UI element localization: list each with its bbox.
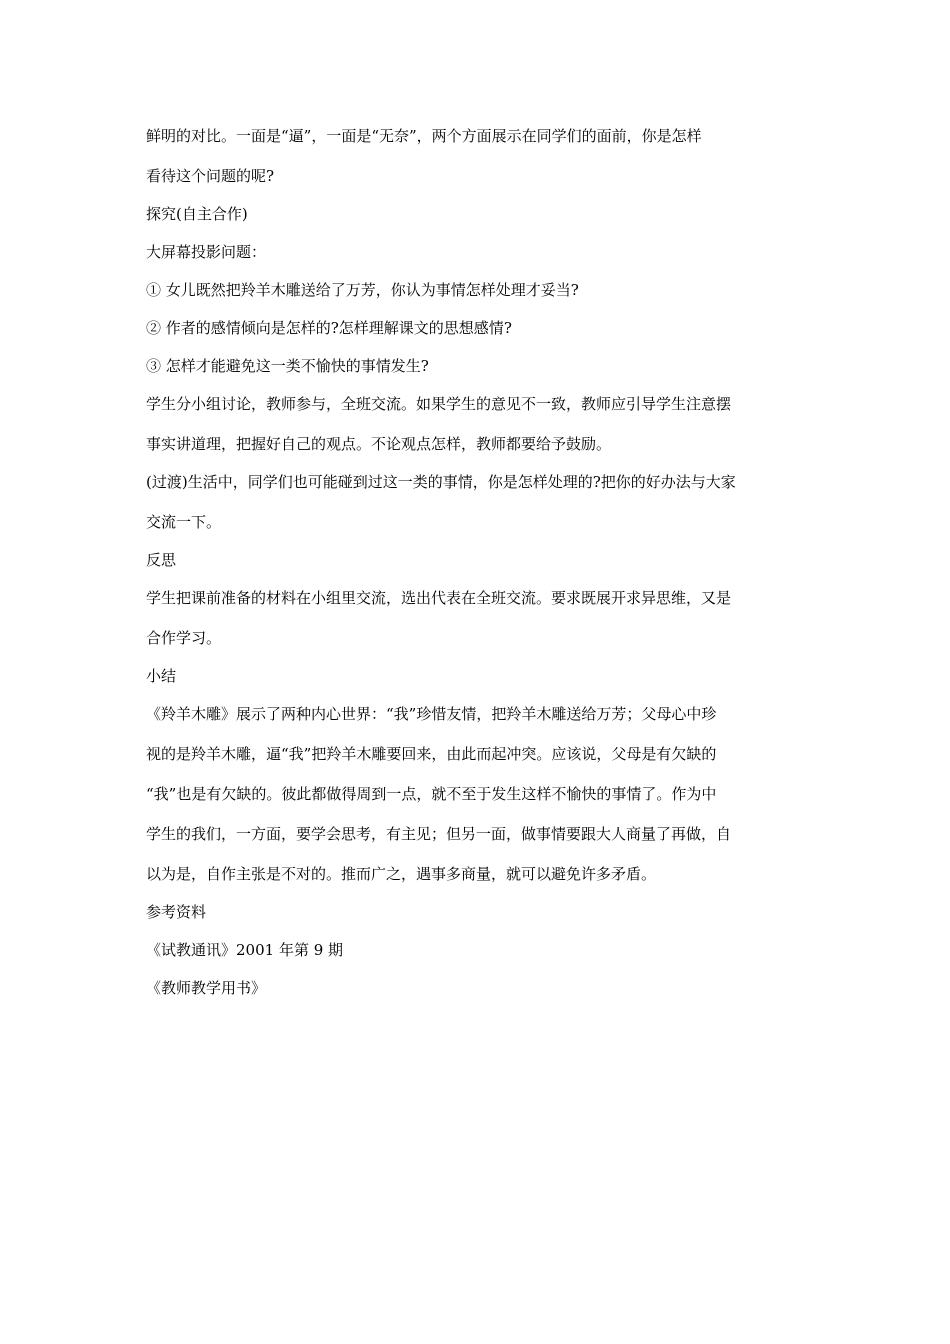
reference-item: 《教师教学用书》 bbox=[146, 979, 267, 997]
question-item-1: ① 女儿既然把羚羊木雕送给了万芳，你认为事情怎样处理才妥当? bbox=[146, 281, 579, 299]
paragraph-line: (过渡)生活中，同学们也可能碰到过这一类的事情，你是怎样处理的?把你的好办法与大家 bbox=[146, 473, 736, 491]
paragraph-line: 学生分小组讨论，教师参与，全班交流。如果学生的意见不一致，教师应引导学生注意摆 bbox=[146, 395, 732, 413]
paragraph-line: 以为是，自作主张是不对的。推而广之，遇事多商量，就可以避免许多矛盾。 bbox=[146, 865, 657, 883]
paragraph-line: 交流一下。 bbox=[146, 513, 222, 531]
section-heading-explore: 探究(自主合作) bbox=[146, 205, 248, 223]
paragraph-line: 大屏幕投影问题： bbox=[146, 243, 267, 261]
section-heading-reflection: 反思 bbox=[146, 551, 177, 569]
paragraph-line: 《羚羊木雕》展示了两种内心世界：“我”珍惜友情，把羚羊木雕送给万芳；父母心中珍 bbox=[146, 705, 717, 723]
paragraph-line: 学生的我们，一方面，要学会思考，有主见；但另一面，做事情要跟大人商量了再做，自 bbox=[146, 825, 732, 843]
paragraph-line: 视的是羚羊木雕，逼“我”把羚羊木雕要回来，由此而起冲突。应该说，父母是有欠缺的 bbox=[146, 745, 717, 763]
paragraph-line: 合作学习。 bbox=[146, 629, 222, 647]
section-heading-summary: 小结 bbox=[146, 667, 177, 685]
section-heading-references: 参考资料 bbox=[146, 903, 207, 921]
paragraph-line: 学生把课前准备的材料在小组里交流，选出代表在全班交流。要求既展开求异思维，又是 bbox=[146, 589, 732, 607]
question-item-2: ② 作者的感情倾向是怎样的?怎样理解课文的思想感情? bbox=[146, 319, 512, 337]
paragraph-line: 鲜明的对比。一面是“逼”，一面是“无奈”，两个方面展示在同学们的面前，你是怎样 bbox=[146, 127, 702, 145]
paragraph-line: 事实讲道理，把握好自己的观点。不论观点怎样，教师都要给予鼓励。 bbox=[146, 435, 612, 453]
question-item-3: ③ 怎样才能避免这一类不愉快的事情发生? bbox=[146, 357, 429, 375]
paragraph-line: 看待这个问题的呢? bbox=[146, 167, 275, 185]
reference-item: 《试教通讯》2001 年第 9 期 bbox=[146, 941, 344, 959]
paragraph-line: “我”也是有欠缺的。彼此都做得周到一点，就不至于发生这样不愉快的事情了。作为中 bbox=[146, 785, 717, 803]
document-body bbox=[146, 124, 810, 1014]
